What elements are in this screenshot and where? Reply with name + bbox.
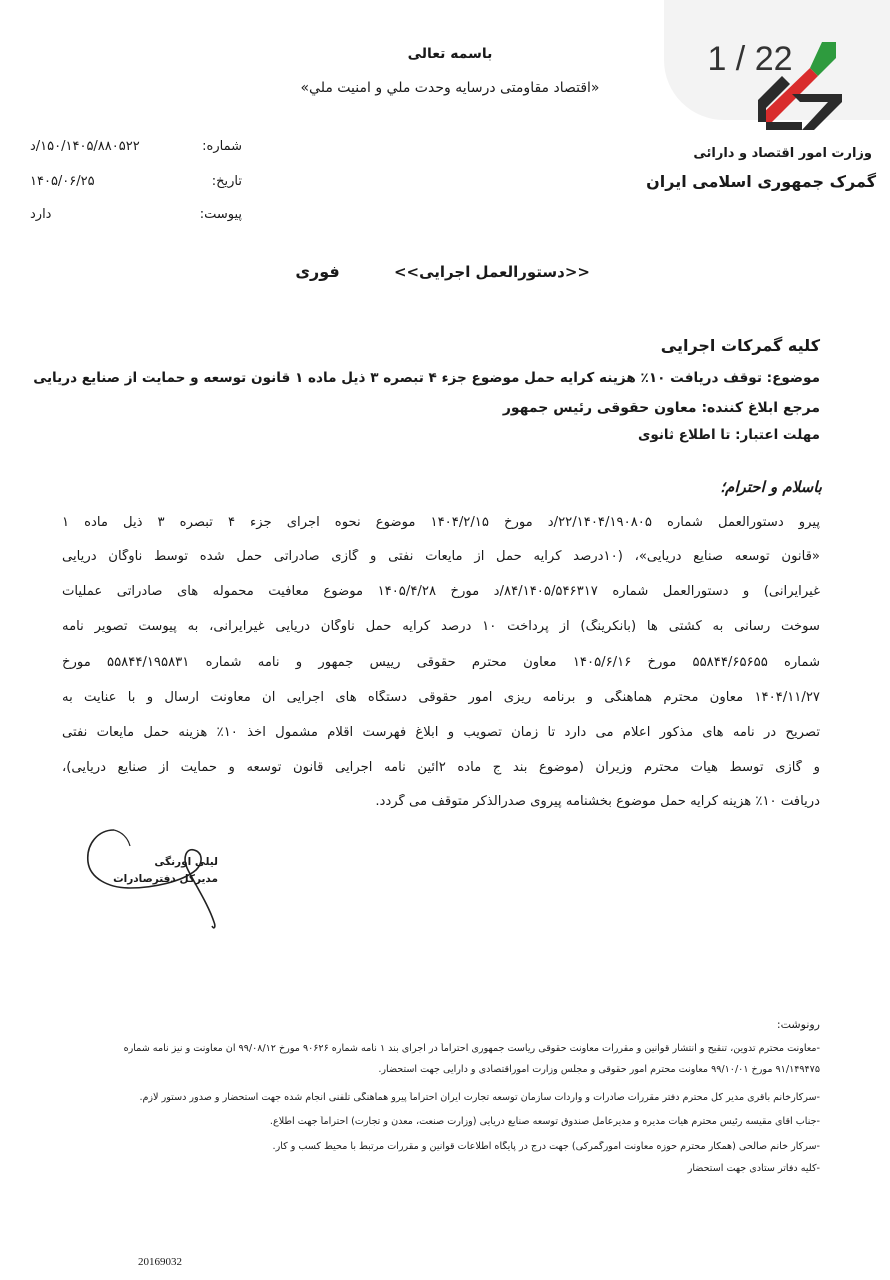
page-counter: 1 / 22 [707, 40, 793, 78]
urgency-label: فوری [295, 262, 340, 281]
body-line: سوخت رسانی به کشتی ها (بانکرینگ) از پرداخت ۱۰ درصد کرایه حمل ناوگان دریایی غیرایرانی، به پیوست تصویر نامه [62, 619, 820, 634]
organization-name: گمرک جمهوری اسلامی ایران [646, 172, 876, 191]
greeting: باسلام و احترام؛ [720, 478, 822, 496]
number-label: شماره: [202, 139, 242, 154]
date-value: ۱۴۰۵/۰۶/۲۵ [30, 174, 95, 189]
attachment-label: پیوست: [199, 207, 242, 222]
cc-item: -کلیه دفاتر ستادی جهت استحضار [687, 1163, 820, 1174]
basmeh-heading: باسمه تعالی [407, 46, 493, 62]
customs-logo-icon [752, 40, 842, 132]
validity-heading: مهلت اعتبار: تا اطلاع ثانوی [638, 427, 820, 443]
cc-item: ۹۱/۱۴۹۴۷۵ مورخ ۹۹/۱۰/۰۱ معاونت محترم امور حقوقی و مجلس وزارت اموراقتصادی و دارایی جهت استحضار. [378, 1064, 820, 1075]
body-line: «قانون توسعه صنایع دریایی»، (۱۰درصد کرایه حمل از مایعات نفتی و گازی صادراتی حمل شده توسط ناوگان دریایی [62, 549, 820, 564]
footer-code: 20169032 [138, 1256, 182, 1268]
body-line: شماره ۵۵۸۴۴/۶۵۶۵۵ مورخ ۱۴۰۵/۶/۱۶ معاون محترم حقوقی رییس جمهور و نامه شماره ۵۵۸۴۴/۱۹۵۸۳۱ مورخ [62, 655, 820, 670]
subject-heading: موضوع: توقف دریافت ۱۰٪ هزینه کرایه حمل موضوع جزء ۴ تبصره ۳ ذیل ماده ۱ قانون توسعه و حمایت از صنایع دریایی [33, 370, 820, 386]
body-line: ۱۴۰۴/۱۱/۲۷ معاون محترم هماهنگی و برنامه ریزی امور حقوقی دستگاه های اجرایی آن معاونت ارسال و با عنایت به [62, 690, 820, 705]
document-title-row [290, 262, 590, 292]
cc-item: -جناب آقای مقیسه رئیس محترم هیأت مدیره و مدیرعامل صندوق توسعه صنایع دریایی (وزارت صنعت، معدن و تجارت) احتراماً جهت اطلاع. [269, 1116, 820, 1127]
signatory-name: لیلی اورنگی [154, 856, 218, 868]
attachment-value: دارد [30, 207, 52, 222]
body-line: پیرو دستورالعمل شماره ۲۲/۱۴۰۴/۱۹۰۸۰۵/د مورخ ۱۴۰۴/۲/۱۵ موضوع نحوه اجرای جزء ۴ تبصره ۳ ذیل ماده ۱ [62, 515, 820, 530]
number-value: ۱۵۰/۱۴۰۵/۸۸۰۵۲۲/د [30, 139, 140, 154]
document-title: <<دستورالعمل اجرایی>> [393, 263, 590, 281]
motto: «اقتصاد مقاومتی درسایه وحدت ملي و امنیت ملي» [300, 80, 600, 96]
body-line: دریافت ۱۰٪ هزینه کرایه حمل موضوع بخشنامه پیروی صدرالذکر متوقف می گردد. [375, 794, 820, 809]
cc-item: -سرکارخانم باقری مدیر کل محترم دفتر مقررات صادرات و واردات سازمان توسعه تجارت ایران احتراماً پیرو هماهنگی تلفنی انجام شده جهت استحضار و صدور دستور لازم. [139, 1092, 820, 1103]
cc-label: رونوشت: [776, 1018, 820, 1031]
cc-item: -معاونت محترم تدوین، تنقیح و انتشار قوانین و مقررات معاونت حقوقی ریاست جمهوری احتراماً در اجرای بند ۱ نامه شماره ۹۰۶۲۶ مورخ ۹۹/۰۸/۱۲ آن معاونت و نیز نامه شماره [123, 1043, 820, 1054]
body-line: غیرایرانی) و دستورالعمل شماره ۸۴/۱۴۰۵/۵۴۶۳۱۷/د مورخ ۱۴۰۵/۴/۲۸ موضوع معافیت محموله های صادراتی عملیات [62, 584, 820, 599]
body-line: و گازی توسط هیأت محترم وزیران (موضوع بند ج ماده ۲آئین نامه اجرایی قانون توسعه و حمایت از صنایع دریایی)، [62, 760, 820, 775]
signature-block [78, 826, 228, 930]
body-line: تصریح در نامه های مذکور اعلام می دارد تا زمان تصویب و ابلاغ فهرست اقلام مشمول اخذ ۱۰٪ هزینه حمل مایعات نفتی [62, 725, 820, 740]
recipient-heading: کلیه گمرکات اجرایی [660, 336, 820, 355]
date-label: تاریخ: [211, 174, 242, 189]
ministry-name: وزارت امور اقتصاد و دارائی [693, 146, 872, 161]
signatory-title: مدیرکل دفترصادرات [113, 873, 218, 885]
cc-item: -سرکار خانم صالحی (همکار محترم حوزه معاونت امورگمرکی) جهت درج در پایگاه اطلاعات قوانین و مقررات مرتبط با محیط کسب و کار. [272, 1141, 820, 1152]
authority-heading: مرجع ابلاغ کننده: معاون حقوقی رئیس جمهور [502, 400, 820, 416]
